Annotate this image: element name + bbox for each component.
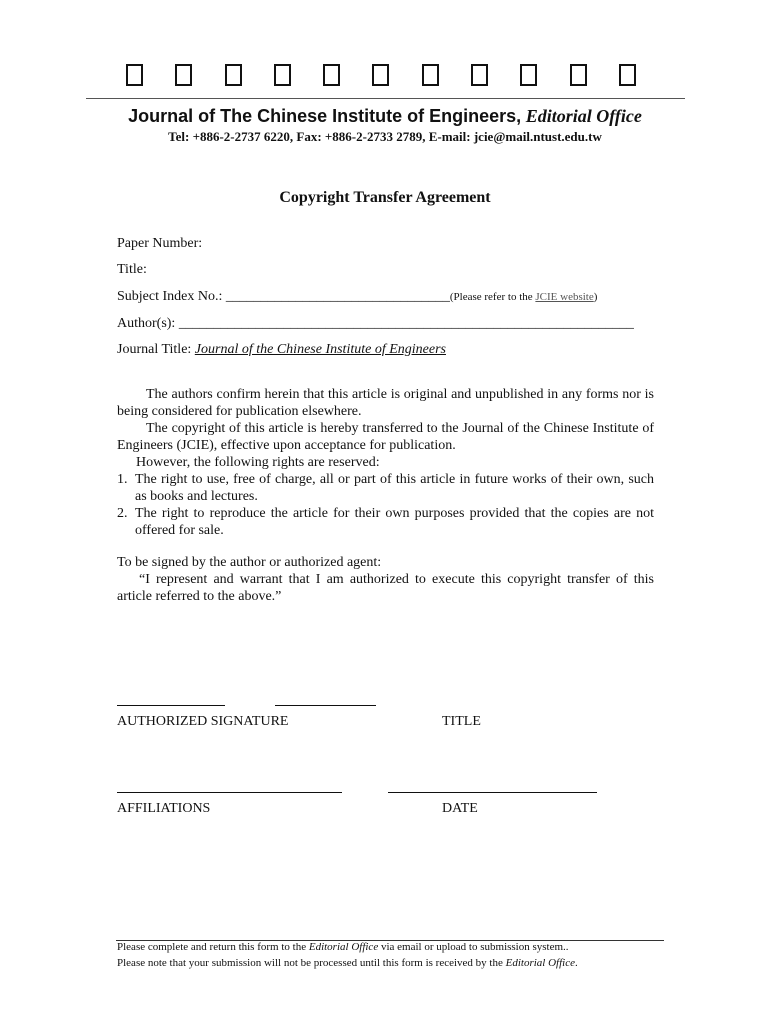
- placeholder-glyph-row: [126, 64, 636, 86]
- placeholder-glyph: [520, 64, 537, 86]
- list-item: [117, 471, 654, 505]
- journal-name: Journal of The Chinese Institute of Engineers,: [128, 106, 522, 126]
- title-label: TITLE: [442, 714, 481, 729]
- signature-line[interactable]: [117, 705, 225, 706]
- document-title: Copyright Transfer Agreement: [279, 189, 491, 206]
- placeholder-glyph: [175, 64, 192, 86]
- authorized-signature-label: AUTHORIZED SIGNATURE: [117, 714, 289, 729]
- paper-number-field[interactable]: Paper Number:: [117, 236, 203, 251]
- footer-text: .: [574, 957, 578, 969]
- journal-header: [0, 106, 770, 127]
- placeholder-glyph: [619, 64, 636, 86]
- contact-info: Tel: +886-2-2737 6220, Fax: +886-2-2733 2789, E-mail: jcie@mail.ntust.edu.tw: [168, 129, 602, 144]
- footer-line-1: [117, 941, 569, 953]
- list-item-number: 2.: [117, 506, 128, 521]
- copyright-paragraph: The copyright of this article is hereby transferred to the Journal of the Chinese Institute of Engineers (JCIE), effective upon acceptance for publication.: [117, 421, 654, 453]
- jcie-website-link[interactable]: JCIE website: [535, 291, 594, 303]
- subject-note-suffix: ): [593, 291, 598, 303]
- placeholder-glyph: [372, 64, 389, 86]
- rights-intro: However, the following rights are reserved:: [136, 455, 380, 470]
- date-line[interactable]: [388, 792, 597, 793]
- footer-text: Please complete and return this form to the: [117, 941, 309, 953]
- placeholder-glyph: [225, 64, 242, 86]
- subject-index-field[interactable]: [117, 289, 597, 305]
- placeholder-glyph: [471, 64, 488, 86]
- footer-line-2: [117, 957, 578, 969]
- date-label: DATE: [442, 801, 478, 816]
- list-item: [117, 505, 654, 539]
- placeholder-glyph: [126, 64, 143, 86]
- originality-paragraph: The authors confirm herein that this article is original and unpublished in any forms nor is being considered for publication elsewhere.: [117, 387, 654, 419]
- agreement-body: [117, 386, 654, 539]
- affiliations-label: AFFILIATIONS: [117, 801, 211, 816]
- placeholder-glyph: [274, 64, 291, 86]
- list-item-text: The right to reproduce the article for their own purposes provided that the copies are not offered for sale.: [135, 506, 654, 538]
- warrant-statement: “I represent and warrant that I am authorized to execute this copyright transfer of this article referred to the above.”: [117, 572, 654, 604]
- footer-emphasis: Editorial Office: [505, 957, 575, 969]
- authors-field[interactable]: Author(s): _________________________________________________________________: [117, 316, 634, 331]
- placeholder-glyph: [422, 64, 439, 86]
- list-item-number: 1.: [117, 472, 128, 487]
- placeholder-glyph: [323, 64, 340, 86]
- placeholder-glyph: [570, 64, 587, 86]
- subject-note-prefix: (Please refer to the: [449, 291, 536, 303]
- header-divider: [86, 98, 685, 99]
- sign-intro: To be signed by the author or authorized agent:: [117, 555, 382, 570]
- journal-title-label: Journal Title:: [117, 342, 195, 357]
- editorial-office: Editorial Office: [525, 106, 642, 126]
- footer-text: via email or upload to submission system..: [378, 941, 569, 953]
- title-line[interactable]: [275, 705, 376, 706]
- journal-title-value[interactable]: Journal of the Chinese Institute of Engineers: [194, 342, 446, 357]
- footer-emphasis: Editorial Office: [308, 941, 379, 953]
- title-field[interactable]: Title:: [117, 262, 147, 277]
- affiliations-line[interactable]: [117, 792, 342, 793]
- journal-title-field: [117, 342, 446, 358]
- subject-index-label: Subject Index No.: ________________________________: [117, 289, 450, 304]
- signing-section: [117, 554, 654, 605]
- footer-text: Please note that your submission will not be processed until this form is received by the: [117, 957, 506, 969]
- list-item-text: The right to use, free of charge, all or part of this article in future works of their own, such as books and lectures.: [135, 472, 654, 504]
